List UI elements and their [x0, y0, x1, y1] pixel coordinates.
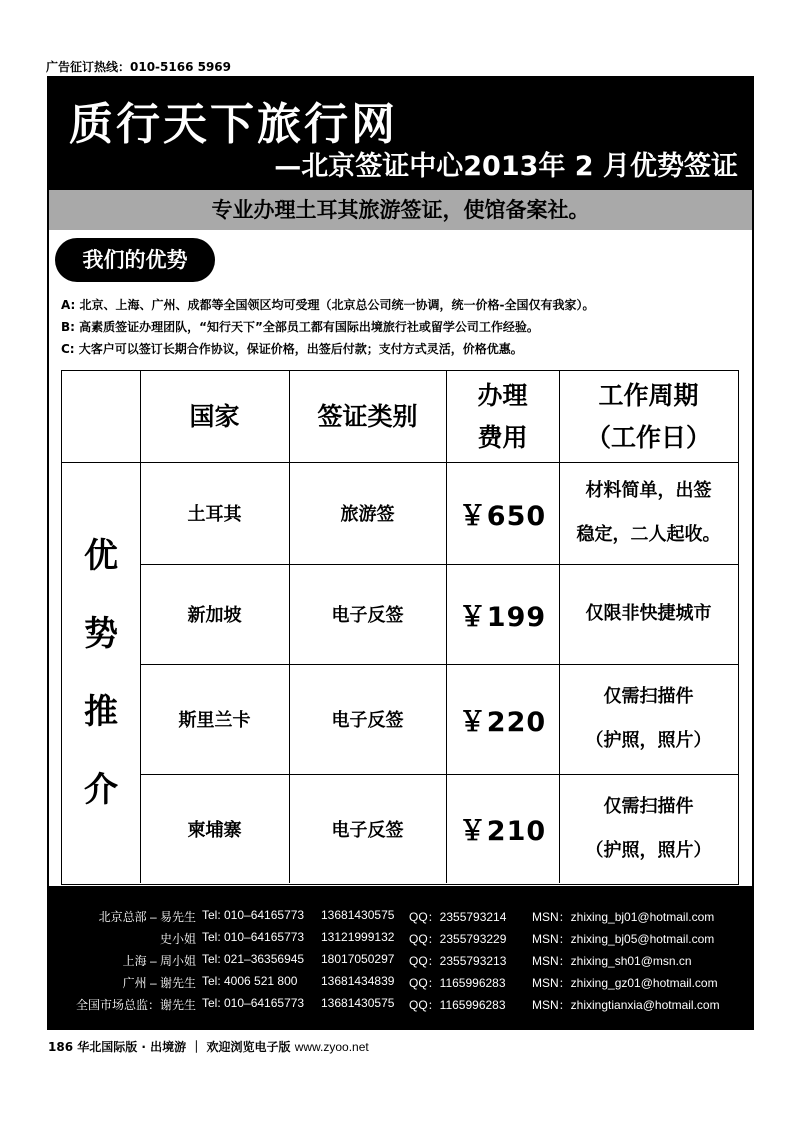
ad-frame	[47, 76, 754, 1030]
header-period-line1: 工作周期	[598, 380, 699, 410]
advantage-item: A: 北京、上海、广州、成都等全国领区均可受理（北京总公司统一协调，统一价格-全国仅有我家）。	[61, 298, 595, 312]
row-period	[559, 462, 738, 564]
contact-msn: MSN：zhixing_bj05@hotmail.com	[532, 932, 715, 946]
row-period-line1: 仅需扫描件	[603, 686, 694, 707]
row-period-line1: 仅限非快捷城市	[585, 603, 712, 624]
side-char: 推	[84, 691, 118, 732]
side-char: 势	[84, 613, 118, 654]
contact-location: 上海 – 周小姐	[122, 954, 196, 968]
header-fee-line2: 费用	[477, 422, 528, 452]
contact-qq: QQ：2355793213	[409, 954, 507, 968]
header-subtitle: —北京签证中心2013年 2 月优势签证	[274, 151, 738, 182]
contact-location: 北京总部 – 易先生	[98, 910, 196, 924]
row-country: 新加坡	[187, 605, 242, 626]
contact-qq: QQ：2355793229	[409, 932, 507, 946]
contact-row	[49, 908, 752, 930]
row-price: ￥650	[458, 500, 547, 532]
contact-tel: Tel: 010–64165773	[202, 908, 305, 922]
header-period-line2: （工作日）	[585, 422, 711, 452]
advantage-item: B: 高素质签证办理团队，“知行天下”全部员工都有国际出境旅行社或留学公司工作经验。	[61, 320, 539, 334]
ad-hotline: 广告征订热线：010-5166 5969	[46, 60, 232, 74]
contact-mobile: 13681434839	[321, 974, 395, 988]
row-country: 柬埔寨	[187, 819, 242, 841]
page-footer-url[interactable]: www.zyoo.net	[294, 1040, 369, 1054]
row-visa-type: 电子反签	[331, 819, 404, 841]
contact-row	[49, 996, 752, 1018]
header-visa-type: 签证类别	[317, 401, 418, 431]
contact-msn: MSN：zhixing_gz01@hotmail.com	[532, 976, 718, 990]
row-period	[559, 664, 738, 774]
side-char: 介	[84, 769, 118, 810]
contacts-panel	[49, 886, 752, 1028]
visa-table	[61, 370, 739, 885]
contact-row	[49, 930, 752, 952]
contact-mobile: 13121999132	[321, 930, 395, 944]
page-footer-text: 186 华北国际版 · 出境游 ｜ 欢迎浏览电子版	[48, 1040, 291, 1054]
contact-qq: QQ：1165996283	[409, 976, 506, 990]
contact-row	[49, 952, 752, 974]
promo-banner: 专业办理土耳其旅游签证，使馆备案社。	[49, 190, 752, 230]
brand-title: 质行天下旅行网	[69, 99, 398, 150]
row-period-line2: 稳定，二人起收。	[576, 524, 721, 545]
header-country: 国家	[189, 401, 240, 431]
row-period-line1: 仅需扫描件	[603, 795, 694, 817]
contact-msn: MSN：zhixing_bj01@hotmail.com	[532, 910, 715, 924]
row-period	[559, 564, 738, 664]
contact-qq: QQ：1165996283	[409, 998, 506, 1012]
row-period	[559, 774, 738, 883]
row-period-line2: （护照，照片）	[585, 730, 712, 751]
contact-msn: MSN：zhixing_sh01@msn.cn	[532, 954, 692, 968]
contact-msn: MSN：zhixingtianxia@hotmail.com	[532, 998, 720, 1012]
contact-tel: Tel: 010–64165773	[202, 996, 305, 1010]
header	[49, 78, 752, 190]
contact-location: 史小姐	[159, 932, 196, 946]
row-visa-type: 电子反签	[331, 710, 404, 731]
contact-mobile: 18017050297	[321, 952, 395, 966]
advantages-list	[61, 294, 751, 360]
row-price: ￥220	[458, 706, 547, 738]
contact-tel: Tel: 021–36356945	[202, 952, 305, 966]
contact-qq: QQ：2355793214	[409, 910, 507, 924]
row-country: 斯里兰卡	[178, 710, 251, 731]
contact-row	[49, 974, 752, 996]
side-char: 优	[84, 535, 118, 576]
row-visa-type: 旅游签	[340, 504, 395, 525]
header-period	[559, 371, 738, 462]
row-price: ￥210	[458, 816, 547, 847]
advantage-item: C: 大客户可以签订长期合作协议，保证价格，出签后付款；支付方式灵活，价格优惠。	[61, 342, 523, 356]
row-visa-type: 电子反签	[331, 605, 404, 626]
header-fee-line1: 办理	[477, 380, 528, 410]
row-period-line1: 材料简单，出签	[585, 480, 712, 501]
contact-mobile: 13681430575	[321, 908, 395, 922]
advantages-badge: 我们的优势	[55, 238, 215, 282]
contact-tel: Tel: 4006 521 800	[202, 974, 298, 988]
row-period-line2: （护照，照片）	[585, 839, 712, 861]
contact-tel: Tel: 010–64165773	[202, 930, 305, 944]
contact-location: 全国市场总监：谢先生	[75, 998, 196, 1012]
row-country: 土耳其	[187, 504, 242, 525]
contact-mobile: 13681430575	[321, 996, 395, 1010]
row-price: ￥199	[458, 601, 547, 633]
header-fee	[446, 371, 559, 462]
recommend-side-label	[62, 462, 140, 883]
page-footer	[48, 1038, 369, 1055]
contact-location: 广州 – 谢先生	[122, 976, 196, 990]
